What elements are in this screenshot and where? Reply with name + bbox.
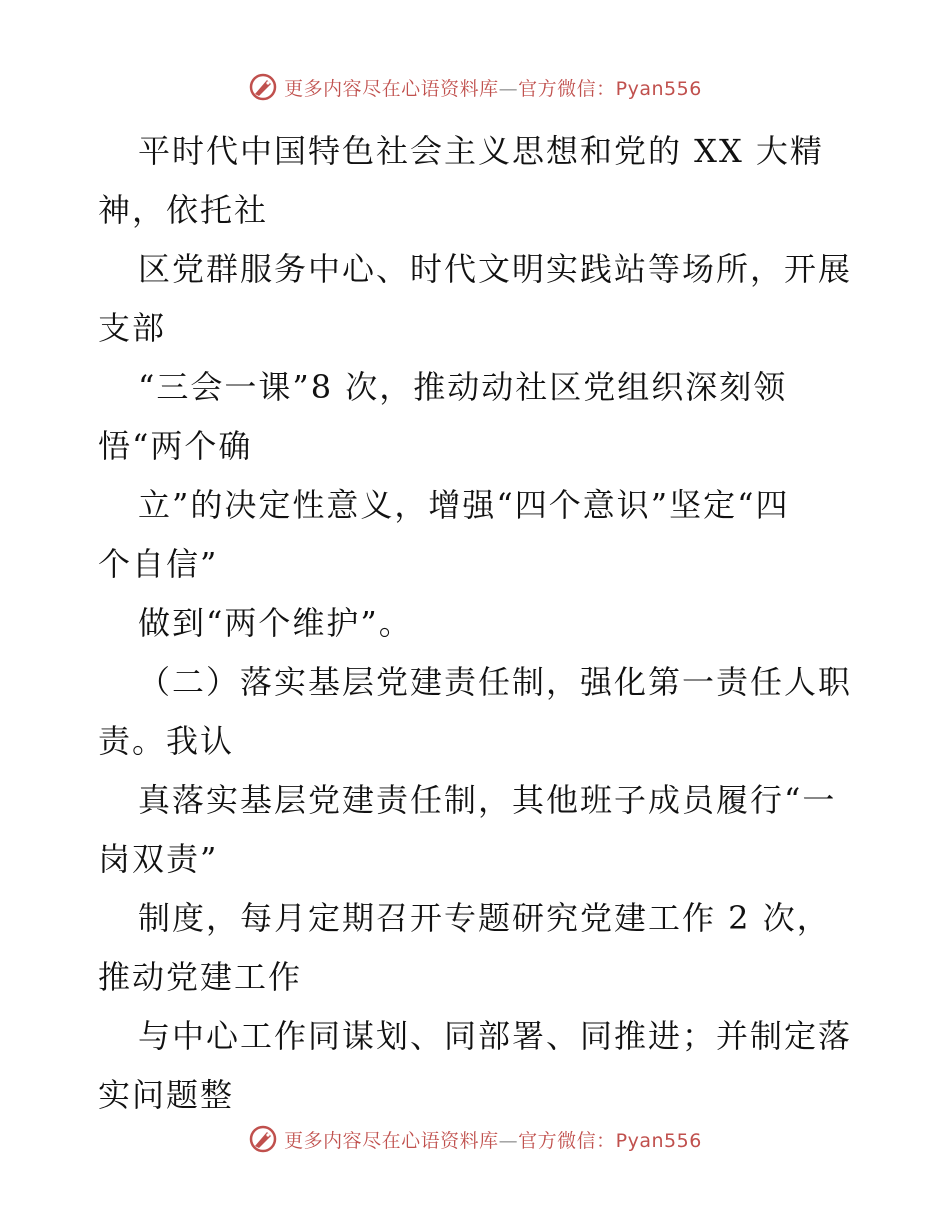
body-line: 支部: [98, 309, 167, 347]
body-line: 平时代中国特色社会主义思想和党的 XX 大精: [138, 132, 824, 170]
body-line: “三会一课”8 次，推动动社区党组织深刻领: [138, 368, 788, 406]
body-line: （二）落实基层党建责任制，强化第一责任人职: [138, 663, 853, 701]
body-line: 与中心工作同谋划、同部署、同推进；并制定落: [138, 1017, 853, 1055]
body-line: 岗双责”: [98, 840, 219, 878]
document-body: [98, 122, 858, 1125]
body-line: 神，依托社: [98, 191, 269, 229]
footer-watermark: [0, 1124, 950, 1154]
body-line: 实问题整: [98, 1076, 235, 1114]
body-line: 做到“两个维护”。: [138, 604, 413, 642]
body-line: 真落实基层党建责任制，其他班子成员履行“一: [138, 781, 837, 819]
body-line: 责。我认: [98, 722, 235, 760]
body-line: 区党群服务中心、时代文明实践站等场所，开展: [138, 250, 853, 288]
body-line: 制度，每月定期召开专题研究党建工作 2 次，: [138, 899, 831, 937]
watermark-text: 更多内容尽在心语资料库—官方微信：Pyan556: [284, 1129, 702, 1152]
pen-nib-logo-icon: [248, 72, 278, 102]
header-watermark: [0, 72, 950, 102]
body-line: 个自信”: [98, 545, 219, 583]
body-line: 推动党建工作: [98, 958, 303, 996]
watermark-text: 更多内容尽在心语资料库—官方微信：Pyan556: [284, 77, 702, 100]
pen-nib-logo-icon: [248, 1124, 278, 1154]
body-line: 悟“两个确: [98, 427, 253, 465]
body-line: 立”的决定性意义，增强“四个意识”坚定“四: [138, 486, 790, 524]
